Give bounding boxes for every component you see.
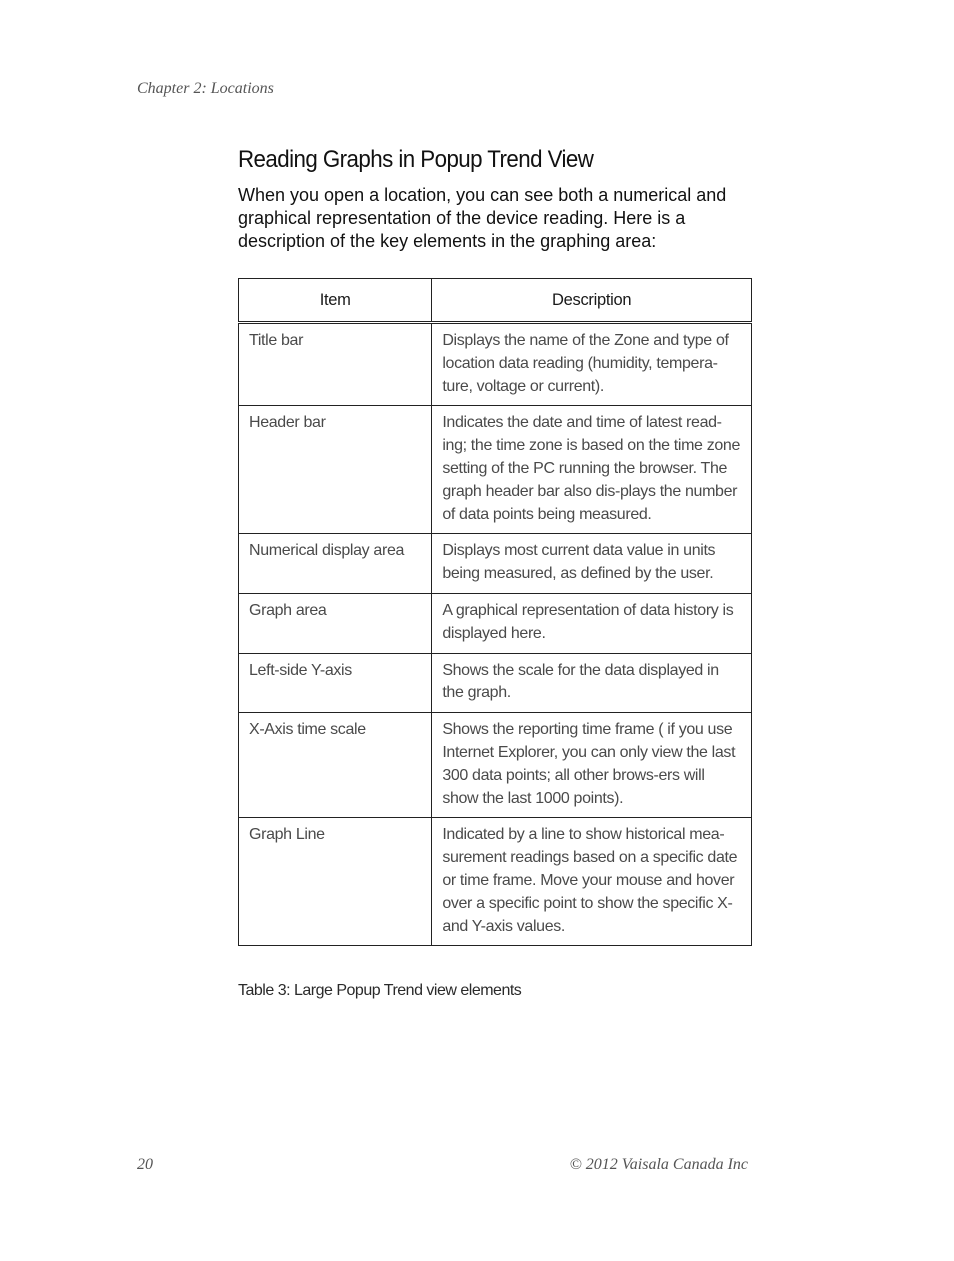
description-cell (432, 818, 752, 946)
description-cell (432, 593, 752, 653)
item-label: Graph Line (249, 826, 325, 844)
description-cell (432, 713, 752, 818)
column-header-item: Item (239, 279, 432, 323)
description-cell (432, 323, 752, 406)
item-cell (239, 534, 432, 594)
description-text: Displays most current data value in units being measured, as defined by the user. (442, 542, 716, 583)
description-text: Indicates the date and time of latest read-ing; the time zone is based on the time zone setting of the PC running the browser. The graph header bar also dis-plays the number of data points being measured. (442, 414, 740, 523)
description-text: Displays the name of the Zone and type of location data reading (humidity, tempera-ture, voltage or current). (442, 332, 729, 395)
item-label: Left-side Y-axis (249, 661, 352, 679)
column-header-description: Description (432, 279, 752, 323)
section-title: Reading Graphs in Popup Trend View (238, 146, 594, 173)
table-row (239, 406, 752, 534)
description-cell (432, 406, 752, 534)
description-cell (432, 653, 752, 713)
table-header-row (239, 279, 752, 323)
description-text: A graphical representation of data history is displayed here. (442, 601, 734, 642)
description-text: Indicated by a line to show historical mea-surement readings based on a specific date or time frame. Move your mouse and hover over a specific point to show the specific X- and Y-axis values. (442, 826, 738, 935)
item-cell (239, 323, 432, 406)
table-row (239, 713, 752, 818)
item-cell (239, 713, 432, 818)
copyright-notice: © 2012 Vaisala Canada Inc (569, 1156, 748, 1173)
table-row (239, 534, 752, 594)
item-label: X-Axis time scale (249, 721, 366, 739)
item-cell (239, 818, 432, 946)
item-label: Header bar (249, 414, 326, 432)
table-row (239, 653, 752, 713)
description-text: Shows the reporting time frame ( if you use Internet Explorer, you can only view the last 300 data points; all other brows-ers will show the last 1000 points). (442, 721, 736, 807)
page-number: 20 (137, 1156, 153, 1173)
table-row (239, 593, 752, 653)
item-cell (239, 406, 432, 534)
running-head: Chapter 2: Locations (137, 80, 274, 97)
item-cell (239, 593, 432, 653)
description-cell (432, 534, 752, 594)
item-cell (239, 653, 432, 713)
item-label: Title bar (249, 332, 304, 349)
table-caption: Table 3: Large Popup Trend view elements (238, 982, 522, 999)
description-text: Shows the scale for the data displayed in the graph. (442, 661, 719, 702)
elements-table (238, 278, 752, 946)
item-label: Numerical display area (249, 542, 405, 560)
table-row (239, 818, 752, 946)
item-label: Graph area (249, 601, 327, 619)
intro-paragraph: When you open a location, you can see both a numerical and graphical representation of the device reading. Here is a description of the key elements in the graphing area: (238, 185, 727, 251)
table-row (239, 323, 752, 406)
